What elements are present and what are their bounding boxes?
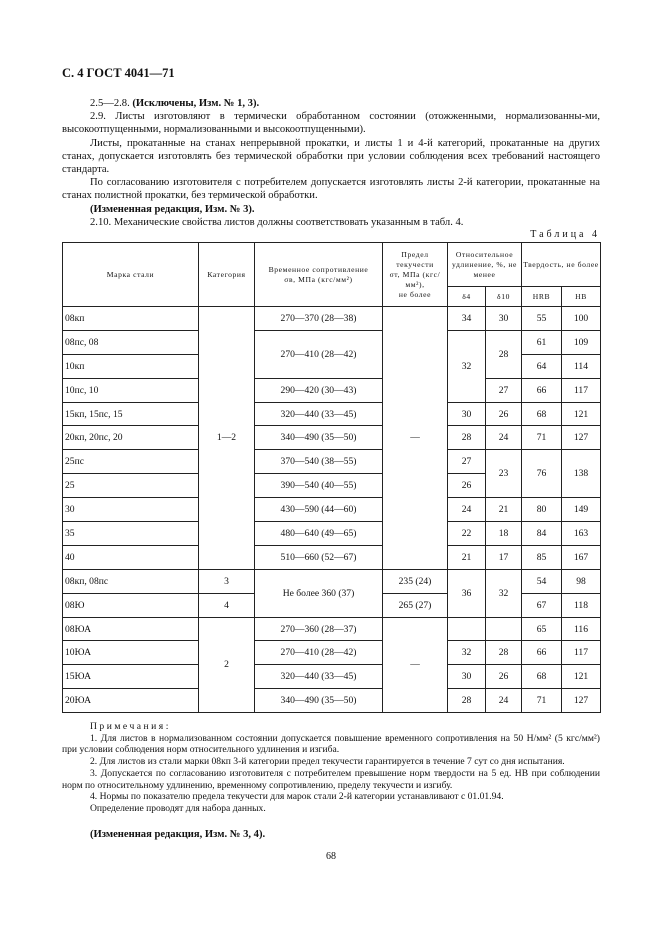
d4-cell: 28 bbox=[448, 426, 486, 450]
hb-cell: 167 bbox=[562, 545, 601, 569]
steel-cell: 08кп bbox=[63, 307, 199, 331]
hb-cell: 118 bbox=[562, 593, 601, 617]
hrb-cell: 85 bbox=[522, 545, 562, 569]
d10-cell: 32 bbox=[486, 569, 522, 617]
table-row bbox=[63, 641, 601, 665]
d4-cell: 24 bbox=[448, 498, 486, 522]
hrb-cell: 61 bbox=[522, 330, 562, 354]
d10-cell: 27 bbox=[486, 378, 522, 402]
tensile-cell: 270—360 (28—37) bbox=[255, 617, 383, 641]
tensile-cell: 370—540 (38—55) bbox=[255, 450, 383, 474]
steel-cell: 25пс bbox=[63, 450, 199, 474]
header-tensile: Временное сопротивление σв, МПа (кгс/мм²) bbox=[255, 243, 383, 307]
tensile-cell: 320—440 (33—45) bbox=[255, 402, 383, 426]
hrb-cell: 55 bbox=[522, 307, 562, 331]
steel-cell: 10пс, 10 bbox=[63, 378, 199, 402]
note-3: 3. Допускается по согласованию изготовителя с потребителем превышение норм твердости на 5 ед. НВ при соблюдении норм по относительному удлинению, временному сопротивлению, пределу текучести и изгибу. bbox=[62, 767, 600, 791]
header-hardness: Твердость, не более bbox=[522, 243, 601, 287]
d10-cell: 24 bbox=[486, 426, 522, 450]
table-row bbox=[63, 665, 601, 689]
hb-cell: 121 bbox=[562, 665, 601, 689]
header-hb: HB bbox=[562, 287, 601, 307]
steel-cell: 08Ю bbox=[63, 593, 199, 617]
paragraph-agreement: По согласованию изготовителя с потребителем допускается изготовлять листы 2-й категории, прокатанные на станах полистной прокатки, без термической обработки. bbox=[62, 177, 600, 202]
yield-cell: — bbox=[383, 307, 448, 570]
hb-cell: 98 bbox=[562, 569, 601, 593]
note-2: 2. Для листов из стали марки 08кп 3-й категории предел текучести гарантируется в течение 7 сут со дня испытания. bbox=[90, 756, 565, 768]
d10-cell bbox=[486, 617, 522, 641]
steel-cell: 15кп, 15пс, 15 bbox=[63, 402, 199, 426]
tensile-cell: 340—490 (35—50) bbox=[255, 689, 383, 713]
d4-cell: 30 bbox=[448, 665, 486, 689]
table-notes bbox=[62, 721, 600, 815]
steel-cell: 25 bbox=[63, 474, 199, 498]
hb-cell: 121 bbox=[562, 402, 601, 426]
steel-cell: 08ЮА bbox=[63, 617, 199, 641]
page-header: С. 4 ГОСТ 4041—71 bbox=[62, 66, 175, 80]
d4-cell: 26 bbox=[448, 474, 486, 498]
d10-cell: 28 bbox=[486, 330, 522, 378]
hb-cell: 100 bbox=[562, 307, 601, 331]
hrb-cell: 66 bbox=[522, 378, 562, 402]
steel-cell: 10кп bbox=[63, 354, 199, 378]
notes-caption: Примечания: bbox=[90, 721, 171, 732]
hb-cell: 127 bbox=[562, 426, 601, 450]
steel-cell: 35 bbox=[63, 522, 199, 546]
category-cell: 4 bbox=[199, 593, 255, 617]
hb-cell: 138 bbox=[562, 450, 601, 498]
d4-cell: 36 bbox=[448, 569, 486, 617]
paragraph-rolled-sheets: Листы, прокатанные на станах непрерывной прокатки, и листы 1 и 4-й категорий, прокатанные на других станах, допускается изготовлять без термической обработки при условии соблюдения всех требований настоящего стандарта. bbox=[62, 137, 600, 176]
table-row bbox=[63, 307, 601, 331]
steel-cell: 10ЮА bbox=[63, 641, 199, 665]
table-row bbox=[63, 545, 601, 569]
page-number: 68 bbox=[326, 851, 336, 862]
category-cell: 2 bbox=[199, 617, 255, 713]
category-cell: 3 bbox=[199, 569, 255, 593]
hrb-cell: 71 bbox=[522, 426, 562, 450]
hrb-cell: 84 bbox=[522, 522, 562, 546]
tensile-cell: 270—370 (28—38) bbox=[255, 307, 383, 331]
hb-cell: 127 bbox=[562, 689, 601, 713]
steel-cell: 15ЮА bbox=[63, 665, 199, 689]
clause-number: 2.5—2.8. bbox=[90, 98, 133, 109]
table-row bbox=[63, 617, 601, 641]
hb-cell: 149 bbox=[562, 498, 601, 522]
steel-cell: 20ЮА bbox=[63, 689, 199, 713]
hb-cell: 117 bbox=[562, 378, 601, 402]
header-d4: δ4 bbox=[448, 287, 486, 307]
hrb-cell: 67 bbox=[522, 593, 562, 617]
d10-cell: 26 bbox=[486, 665, 522, 689]
hrb-cell: 68 bbox=[522, 402, 562, 426]
d4-cell: 27 bbox=[448, 450, 486, 474]
header-yield: Предел текучести σт, МПа (кгс/мм²), не более bbox=[383, 243, 448, 307]
tensile-cell: 510—660 (52—67) bbox=[255, 545, 383, 569]
d10-cell: 23 bbox=[486, 450, 522, 498]
hb-cell: 163 bbox=[562, 522, 601, 546]
yield-cell: 235 (24) bbox=[383, 569, 448, 593]
note-5: Определение проводят для набора данных. bbox=[90, 802, 266, 814]
hrb-cell: 54 bbox=[522, 569, 562, 593]
d10-cell: 24 bbox=[486, 689, 522, 713]
header-elongation: Относительное удлинение, %, не менее bbox=[448, 243, 522, 287]
hb-cell: 116 bbox=[562, 617, 601, 641]
header-d10: δ10 bbox=[486, 287, 522, 307]
table-row bbox=[63, 378, 601, 402]
yield-cell: — bbox=[383, 617, 448, 713]
tensile-cell: Не более 360 (37) bbox=[255, 569, 383, 617]
amendment-note-1: (Измененная редакция, Изм. № 3). bbox=[90, 203, 255, 215]
excluded-note: (Исключены, Изм. № 1, 3). bbox=[132, 98, 260, 109]
d10-cell: 28 bbox=[486, 641, 522, 665]
tensile-cell: 340—490 (35—50) bbox=[255, 426, 383, 450]
hb-cell: 109 bbox=[562, 330, 601, 354]
header-hrb: HRB bbox=[522, 287, 562, 307]
hb-cell: 114 bbox=[562, 354, 601, 378]
d4-cell: 22 bbox=[448, 522, 486, 546]
tensile-cell: 480—640 (49—65) bbox=[255, 522, 383, 546]
hrb-cell: 76 bbox=[522, 450, 562, 498]
paragraph-2-9: 2.9. Листы изготовляют в термически обработанном состоянии (отожженными, нормализованны-ми, высокоотпущенными, нормализованными и высокоотпущенными). bbox=[62, 111, 600, 136]
paragraph-2-5 bbox=[62, 97, 600, 110]
tensile-cell: 430—590 (44—60) bbox=[255, 498, 383, 522]
d10-cell: 26 bbox=[486, 402, 522, 426]
d4-cell: 32 bbox=[448, 641, 486, 665]
table-row bbox=[63, 569, 601, 593]
note-4: 4. Нормы по показателю предела текучести для марок стали 2-й категории устанавливают с 01.01.94. bbox=[90, 791, 504, 803]
header-steel: Марка стали bbox=[63, 243, 199, 307]
hrb-cell: 66 bbox=[522, 641, 562, 665]
steel-cell: 08пс, 08 bbox=[63, 330, 199, 354]
category-cell: 1—2 bbox=[199, 307, 255, 570]
yield-cell: 265 (27) bbox=[383, 593, 448, 617]
d4-cell: 21 bbox=[448, 545, 486, 569]
d4-cell: 30 bbox=[448, 402, 486, 426]
d10-cell: 21 bbox=[486, 498, 522, 522]
d10-cell: 30 bbox=[486, 307, 522, 331]
d4-cell: 32 bbox=[448, 330, 486, 402]
d10-cell: 18 bbox=[486, 522, 522, 546]
hrb-cell: 68 bbox=[522, 665, 562, 689]
table-row bbox=[63, 689, 601, 713]
amendment-note-2: (Измененная редакция, Изм. № 3, 4). bbox=[90, 829, 266, 840]
hrb-cell: 65 bbox=[522, 617, 562, 641]
tensile-cell: 290—420 (30—43) bbox=[255, 378, 383, 402]
d4-cell: 28 bbox=[448, 689, 486, 713]
hrb-cell: 64 bbox=[522, 354, 562, 378]
d10-cell: 17 bbox=[486, 545, 522, 569]
table-row bbox=[63, 522, 601, 546]
table-row bbox=[63, 450, 601, 474]
tensile-cell: 270—410 (28—42) bbox=[255, 641, 383, 665]
table-row bbox=[63, 402, 601, 426]
hrb-cell: 80 bbox=[522, 498, 562, 522]
tensile-cell: 390—540 (40—55) bbox=[255, 474, 383, 498]
paragraph-2-10: 2.10. Механические свойства листов должны соответствовать указанным в табл. 4. bbox=[90, 216, 464, 228]
hb-cell: 117 bbox=[562, 641, 601, 665]
body-text bbox=[62, 97, 600, 229]
tensile-cell: 320—440 (33—45) bbox=[255, 665, 383, 689]
d4-cell: 34 bbox=[448, 307, 486, 331]
mechanical-properties-table bbox=[62, 242, 601, 713]
note-1: 1. Для листов в нормализованном состоянии допускается повышение временного сопротивления на 50 Н/мм² (5 кгс/мм²) при условии соблюдения норм относительного удлинения и изгиба. bbox=[62, 732, 600, 756]
steel-cell: 40 bbox=[63, 545, 199, 569]
hrb-cell: 71 bbox=[522, 689, 562, 713]
table-row bbox=[63, 498, 601, 522]
d4-cell bbox=[448, 617, 486, 641]
header-category: Категория bbox=[199, 243, 255, 307]
steel-cell: 08кп, 08пс bbox=[63, 569, 199, 593]
tensile-cell: 270—410 (28—42) bbox=[255, 330, 383, 378]
table-row bbox=[63, 330, 601, 354]
table-caption: Таблица 4 bbox=[530, 229, 600, 240]
steel-cell: 30 bbox=[63, 498, 199, 522]
table-row bbox=[63, 426, 601, 450]
steel-cell: 20кп, 20пс, 20 bbox=[63, 426, 199, 450]
